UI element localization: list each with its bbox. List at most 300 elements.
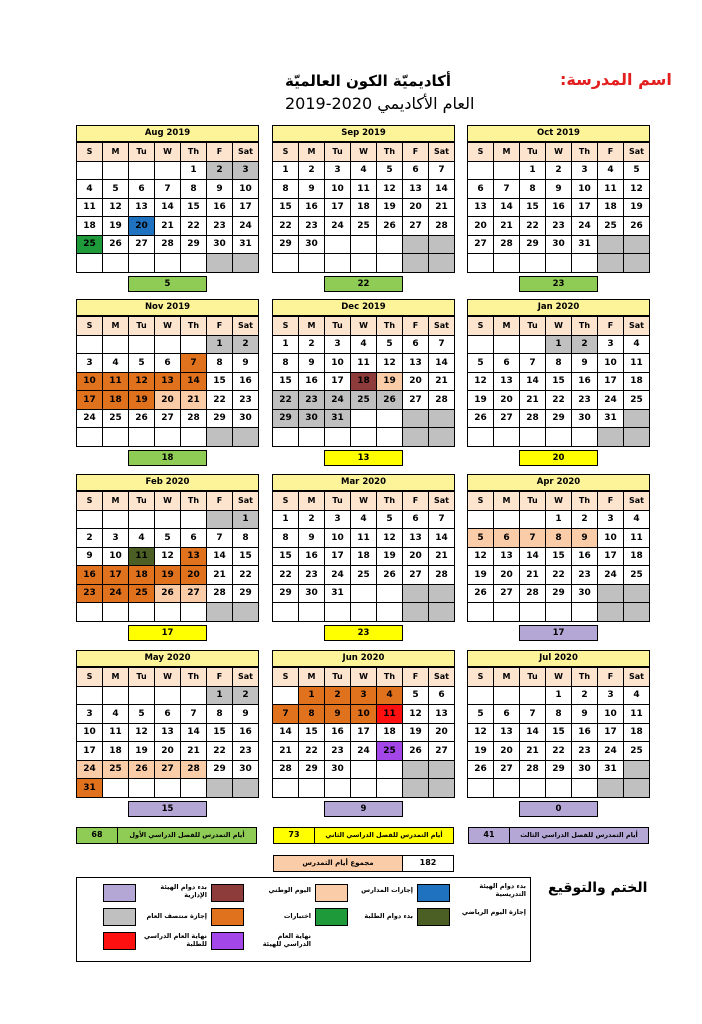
day-cell: 19 <box>377 372 403 391</box>
weekday-header: M <box>299 668 325 687</box>
day-cell: 22 <box>207 391 233 410</box>
day-cell: 16 <box>77 566 103 585</box>
weekday-header: W <box>351 143 377 162</box>
weekday-header: M <box>103 668 129 687</box>
day-cell: 13 <box>403 180 429 199</box>
weekday-header: S <box>468 143 494 162</box>
month-jul-2020 <box>467 650 650 818</box>
legend-swatch-staff-end <box>211 932 244 950</box>
day-cell: 31 <box>325 409 351 428</box>
weekday-header: Tu <box>520 317 546 336</box>
day-cell: 25 <box>351 217 377 236</box>
empty-cell <box>403 584 429 603</box>
day-cell: 19 <box>129 742 155 761</box>
day-cell: 14 <box>520 547 546 566</box>
empty-cell <box>181 603 207 622</box>
day-cell: 30 <box>572 584 598 603</box>
empty-cell <box>155 779 181 798</box>
day-cell: 19 <box>468 566 494 585</box>
weekday-header: F <box>403 492 429 511</box>
day-cell: 20 <box>403 198 429 217</box>
month-total <box>467 276 650 293</box>
month-total-value: 23 <box>519 276 598 292</box>
day-cell: 22 <box>273 391 299 410</box>
day-cell: 12 <box>468 547 494 566</box>
day-cell: 1 <box>207 335 233 354</box>
day-cell: 18 <box>129 566 155 585</box>
empty-cell <box>351 603 377 622</box>
weekday-header: Th <box>377 492 403 511</box>
empty-cell <box>299 428 325 447</box>
day-cell: 28 <box>181 760 207 779</box>
day-cell: 16 <box>546 198 572 217</box>
empty-cell <box>468 335 494 354</box>
weekday-header: Th <box>181 143 207 162</box>
weekday-header: M <box>494 492 520 511</box>
day-cell: 14 <box>181 723 207 742</box>
day-cell: 9 <box>299 529 325 548</box>
weekday-header: W <box>546 317 572 336</box>
day-cell: 16 <box>299 372 325 391</box>
legend-label-staff-end: نهاية العام الدراسي للهيئة <box>262 932 311 948</box>
day-cell: 10 <box>572 180 598 199</box>
weekday-header: Sat <box>429 668 455 687</box>
month-total-value: 9 <box>324 801 403 817</box>
empty-cell <box>351 409 377 428</box>
month-dec-2019 <box>272 299 455 467</box>
day-cell: 18 <box>103 391 129 410</box>
day-cell: 22 <box>546 742 572 761</box>
day-cell: 11 <box>351 180 377 199</box>
month-title: Apr 2020 <box>467 474 650 491</box>
empty-cell <box>572 779 598 798</box>
empty-cell <box>494 161 520 180</box>
day-cell: 2 <box>233 335 259 354</box>
legend-label-national-day: اليوم الوطني <box>268 886 311 894</box>
legend-label-sports-day: إجازة اليوم الرياضي <box>461 908 526 916</box>
day-cell: 21 <box>155 217 181 236</box>
day-cell: 23 <box>77 584 103 603</box>
month-total <box>272 625 455 642</box>
day-cell: 19 <box>155 566 181 585</box>
day-cell: 15 <box>546 723 572 742</box>
day-cell: 4 <box>624 686 650 705</box>
empty-cell <box>351 779 377 798</box>
day-cell: 9 <box>233 354 259 373</box>
day-cell: 12 <box>403 705 429 724</box>
day-cell: 4 <box>103 354 129 373</box>
month-oct-2019 <box>467 125 650 293</box>
empty-cell <box>377 779 403 798</box>
day-cell: 11 <box>351 354 377 373</box>
semester-2-total <box>273 827 454 844</box>
semester-1-value: 68 <box>77 828 118 843</box>
weekday-header: Th <box>377 668 403 687</box>
semester-3-value: 41 <box>469 828 510 843</box>
weekday-header: W <box>155 492 181 511</box>
day-cell: 3 <box>351 686 377 705</box>
weekday-header: W <box>546 492 572 511</box>
day-cell: 7 <box>429 510 455 529</box>
day-cell: 27 <box>494 760 520 779</box>
day-cell: 21 <box>520 742 546 761</box>
day-cell: 20 <box>155 742 181 761</box>
day-cell: 15 <box>207 723 233 742</box>
day-cell: 3 <box>598 686 624 705</box>
weekday-header: Tu <box>520 492 546 511</box>
empty-cell <box>103 161 129 180</box>
empty-cell <box>181 686 207 705</box>
empty-cell <box>598 235 624 254</box>
day-cell: 9 <box>572 705 598 724</box>
day-cell: 6 <box>494 705 520 724</box>
day-cell: 23 <box>299 217 325 236</box>
weekday-header: W <box>155 317 181 336</box>
day-cell: 18 <box>103 742 129 761</box>
day-cell: 3 <box>103 529 129 548</box>
weekday-header: S <box>468 492 494 511</box>
day-cell: 7 <box>520 529 546 548</box>
day-cell: 8 <box>181 180 207 199</box>
day-cell: 26 <box>129 409 155 428</box>
day-cell: 21 <box>429 547 455 566</box>
month-total-value: 18 <box>128 450 207 466</box>
month-title: Nov 2019 <box>76 299 259 316</box>
day-cell: 16 <box>207 198 233 217</box>
empty-cell <box>377 254 403 273</box>
empty-cell <box>129 510 155 529</box>
empty-cell <box>207 510 233 529</box>
day-cell: 27 <box>403 566 429 585</box>
empty-cell <box>598 603 624 622</box>
day-cell: 2 <box>572 510 598 529</box>
day-cell: 23 <box>572 742 598 761</box>
day-cell: 15 <box>233 547 259 566</box>
day-cell: 29 <box>207 760 233 779</box>
empty-cell <box>233 428 259 447</box>
day-cell: 7 <box>181 705 207 724</box>
empty-cell <box>155 161 181 180</box>
day-cell: 19 <box>129 391 155 410</box>
weekday-header: F <box>207 143 233 162</box>
day-cell: 23 <box>299 566 325 585</box>
day-cell: 8 <box>299 705 325 724</box>
day-cell: 10 <box>598 354 624 373</box>
day-cell: 10 <box>325 354 351 373</box>
day-cell: 4 <box>351 335 377 354</box>
day-cell: 8 <box>273 529 299 548</box>
day-cell: 17 <box>598 372 624 391</box>
day-cell: 10 <box>351 705 377 724</box>
legend-swatch-students-end <box>103 932 136 950</box>
day-cell: 18 <box>624 547 650 566</box>
empty-cell <box>207 603 233 622</box>
empty-cell <box>77 254 103 273</box>
empty-cell <box>624 779 650 798</box>
legend-swatch-national-day <box>211 884 244 902</box>
day-cell: 23 <box>233 391 259 410</box>
empty-cell <box>494 335 520 354</box>
day-cell: 6 <box>468 180 494 199</box>
day-cell: 25 <box>103 409 129 428</box>
day-cell: 29 <box>181 235 207 254</box>
day-cell: 29 <box>299 760 325 779</box>
day-cell: 29 <box>273 409 299 428</box>
legend-label-exams: اختبارات <box>283 912 311 920</box>
day-cell: 27 <box>129 235 155 254</box>
day-cell: 7 <box>494 180 520 199</box>
weekday-header: Tu <box>129 317 155 336</box>
day-cell: 28 <box>494 235 520 254</box>
day-cell: 22 <box>273 566 299 585</box>
empty-cell <box>181 779 207 798</box>
day-cell: 6 <box>129 180 155 199</box>
day-cell: 31 <box>77 779 103 798</box>
day-cell: 17 <box>103 566 129 585</box>
day-cell: 30 <box>572 409 598 428</box>
empty-cell <box>520 779 546 798</box>
day-cell: 25 <box>624 742 650 761</box>
empty-cell <box>377 428 403 447</box>
day-cell: 5 <box>468 705 494 724</box>
empty-cell <box>155 428 181 447</box>
day-cell: 19 <box>624 198 650 217</box>
empty-cell <box>325 779 351 798</box>
empty-cell <box>377 409 403 428</box>
month-total <box>272 801 455 818</box>
day-cell: 18 <box>377 723 403 742</box>
weekday-header: S <box>77 668 103 687</box>
weekday-header: W <box>155 668 181 687</box>
day-cell: 11 <box>77 198 103 217</box>
day-cell: 12 <box>129 372 155 391</box>
day-cell: 31 <box>598 760 624 779</box>
day-cell: 1 <box>273 510 299 529</box>
day-cell: 11 <box>351 529 377 548</box>
day-cell: 13 <box>129 198 155 217</box>
empty-cell <box>351 584 377 603</box>
day-cell: 8 <box>207 354 233 373</box>
month-total-value: 17 <box>519 625 598 641</box>
day-cell: 27 <box>494 409 520 428</box>
empty-cell <box>624 428 650 447</box>
day-cell: 22 <box>273 217 299 236</box>
day-cell: 11 <box>624 354 650 373</box>
weekday-header: F <box>207 668 233 687</box>
day-cell: 24 <box>598 742 624 761</box>
day-cell: 9 <box>77 547 103 566</box>
day-cell: 16 <box>572 723 598 742</box>
day-cell: 11 <box>103 723 129 742</box>
day-cell: 9 <box>207 180 233 199</box>
day-cell: 6 <box>403 510 429 529</box>
day-cell: 17 <box>598 547 624 566</box>
day-cell: 22 <box>233 566 259 585</box>
weekday-header: Sat <box>233 143 259 162</box>
day-cell: 10 <box>103 547 129 566</box>
day-cell: 14 <box>207 547 233 566</box>
day-cell: 17 <box>325 547 351 566</box>
month-title: Oct 2019 <box>467 125 650 142</box>
day-cell: 15 <box>546 547 572 566</box>
day-cell: 18 <box>77 217 103 236</box>
empty-cell <box>103 603 129 622</box>
day-cell: 5 <box>103 180 129 199</box>
empty-cell <box>351 235 377 254</box>
weekday-header: S <box>77 317 103 336</box>
day-cell: 30 <box>299 235 325 254</box>
empty-cell <box>468 686 494 705</box>
empty-cell <box>129 161 155 180</box>
day-cell: 24 <box>598 391 624 410</box>
day-cell: 9 <box>299 354 325 373</box>
empty-cell <box>429 235 455 254</box>
empty-cell <box>181 428 207 447</box>
empty-cell <box>403 235 429 254</box>
empty-cell <box>77 161 103 180</box>
empty-cell <box>273 603 299 622</box>
day-cell: 11 <box>598 180 624 199</box>
day-cell: 27 <box>181 584 207 603</box>
day-cell: 7 <box>155 180 181 199</box>
weekday-header: Sat <box>429 492 455 511</box>
day-cell: 23 <box>572 391 598 410</box>
legend-swatch-students-start <box>315 908 348 926</box>
day-cell: 30 <box>572 760 598 779</box>
day-cell: 5 <box>377 510 403 529</box>
weekday-header: M <box>103 317 129 336</box>
weekday-header: S <box>273 492 299 511</box>
empty-cell <box>598 254 624 273</box>
weekday-header: F <box>598 492 624 511</box>
day-cell: 13 <box>494 723 520 742</box>
empty-cell <box>377 584 403 603</box>
day-cell: 4 <box>624 335 650 354</box>
day-cell: 20 <box>494 391 520 410</box>
day-cell: 1 <box>207 686 233 705</box>
empty-cell <box>299 603 325 622</box>
empty-cell <box>129 779 155 798</box>
month-total <box>76 801 259 818</box>
day-cell: 5 <box>155 529 181 548</box>
day-cell: 16 <box>233 723 259 742</box>
weekday-header: Th <box>377 143 403 162</box>
day-cell: 25 <box>77 235 103 254</box>
weekday-header: Th <box>377 317 403 336</box>
weekday-header: S <box>273 143 299 162</box>
day-cell: 2 <box>299 510 325 529</box>
weekday-header: F <box>598 143 624 162</box>
day-cell: 16 <box>572 372 598 391</box>
day-cell: 18 <box>351 372 377 391</box>
day-cell: 28 <box>520 409 546 428</box>
day-cell: 17 <box>598 723 624 742</box>
day-cell: 14 <box>520 372 546 391</box>
month-total-value: 23 <box>324 625 403 641</box>
day-cell: 4 <box>351 510 377 529</box>
day-cell: 8 <box>207 705 233 724</box>
weekday-header: Tu <box>325 668 351 687</box>
legend-swatch-sports-day <box>417 908 450 926</box>
day-cell: 18 <box>351 198 377 217</box>
day-cell: 30 <box>299 584 325 603</box>
weekday-header: W <box>351 317 377 336</box>
day-cell: 14 <box>273 723 299 742</box>
month-jun-2020 <box>272 650 455 818</box>
day-cell: 30 <box>207 235 233 254</box>
empty-cell <box>299 254 325 273</box>
day-cell: 24 <box>598 566 624 585</box>
day-cell: 11 <box>129 547 155 566</box>
month-total-value: 22 <box>324 276 403 292</box>
semester-3-label: أيام التمدرس للفصل الدراسي الثالث <box>520 831 638 839</box>
empty-cell <box>520 428 546 447</box>
day-cell: 15 <box>181 198 207 217</box>
day-cell: 24 <box>77 760 103 779</box>
day-cell: 11 <box>624 529 650 548</box>
day-cell: 24 <box>325 217 351 236</box>
day-cell: 16 <box>233 372 259 391</box>
empty-cell <box>233 779 259 798</box>
empty-cell <box>181 335 207 354</box>
empty-cell <box>273 686 299 705</box>
day-cell: 29 <box>207 409 233 428</box>
day-cell: 29 <box>520 235 546 254</box>
empty-cell <box>468 603 494 622</box>
day-cell: 2 <box>299 335 325 354</box>
day-cell: 18 <box>624 723 650 742</box>
total-value: 182 <box>419 858 437 867</box>
legend-label-school-holidays: إجازات المدارس <box>361 886 413 894</box>
semester-2-label: أيام التمدرس للفصل الدراسي الثاني <box>325 831 443 839</box>
day-cell: 23 <box>299 391 325 410</box>
day-cell: 21 <box>494 217 520 236</box>
weekday-header: W <box>546 143 572 162</box>
day-cell: 28 <box>520 584 546 603</box>
day-cell: 12 <box>468 723 494 742</box>
day-cell: 21 <box>520 391 546 410</box>
day-cell: 16 <box>299 198 325 217</box>
empty-cell <box>403 603 429 622</box>
day-cell: 29 <box>233 584 259 603</box>
day-cell: 15 <box>299 723 325 742</box>
day-cell: 12 <box>377 354 403 373</box>
empty-cell <box>546 603 572 622</box>
legend-label-students-start: بدء دوام الطلبة <box>364 912 413 920</box>
empty-cell <box>233 603 259 622</box>
day-cell: 10 <box>325 529 351 548</box>
day-cell: 26 <box>377 566 403 585</box>
day-cell: 19 <box>468 742 494 761</box>
month-title: Mar 2020 <box>272 474 455 491</box>
day-cell: 3 <box>598 510 624 529</box>
empty-cell <box>129 335 155 354</box>
empty-cell <box>429 409 455 428</box>
day-cell: 14 <box>155 198 181 217</box>
day-cell: 12 <box>155 547 181 566</box>
empty-cell <box>77 510 103 529</box>
month-total-value: 5 <box>128 276 207 292</box>
day-cell: 28 <box>207 584 233 603</box>
day-cell: 28 <box>429 566 455 585</box>
day-cell: 23 <box>572 566 598 585</box>
empty-cell <box>624 760 650 779</box>
day-cell: 7 <box>207 529 233 548</box>
month-total <box>467 625 650 642</box>
day-cell: 15 <box>207 372 233 391</box>
day-cell: 17 <box>77 391 103 410</box>
day-cell: 19 <box>468 391 494 410</box>
